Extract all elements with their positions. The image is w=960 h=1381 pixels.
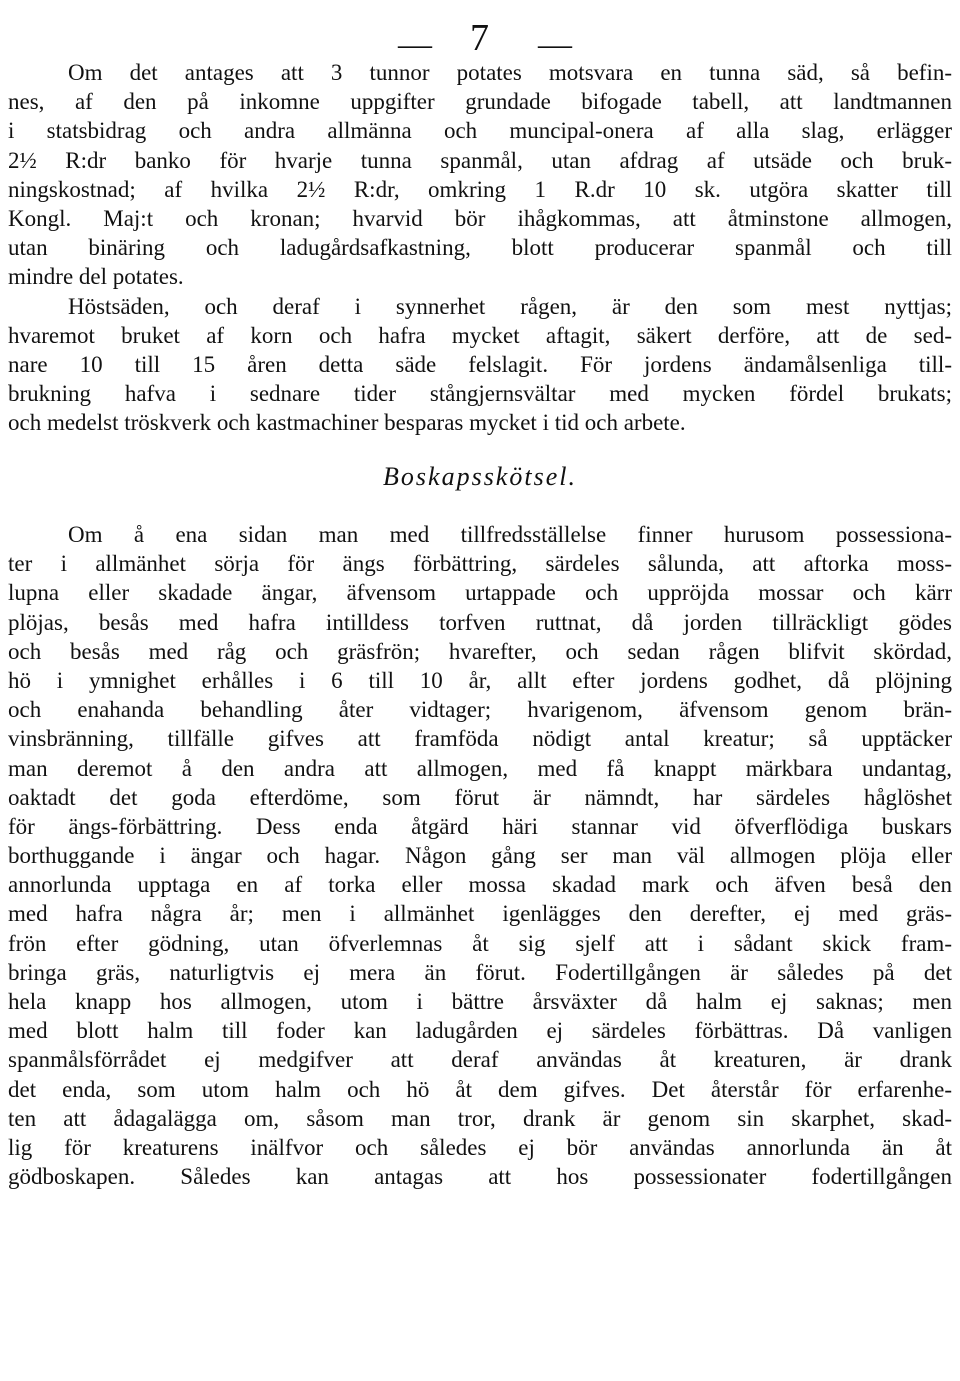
text-line: hö i ymnighet erhålles i 6 till 10 år, allt efter jordens godhet, då plöjning bbox=[8, 667, 952, 693]
text-line: man deremot å den andra att allmogen, med få knappt märkbara undantag, bbox=[8, 755, 952, 781]
text-line: 2½ R:dr banko för hvarje tunna spanmål, utan afdrag af utsäde och bruk- bbox=[8, 147, 952, 173]
text-line: och medelst tröskverk och kastmachiner besparas mycket i tid och arbete. bbox=[8, 410, 686, 436]
section-heading: Boskapsskötsel. bbox=[383, 462, 577, 491]
text-line: det enda, som utom halm och hö åt dem gifves. Det återstår för erfarenhe- bbox=[8, 1076, 952, 1102]
text-line: hela knapp hos allmogen, utom i bättre årsväxter då halm ej saknas; men bbox=[8, 989, 952, 1014]
text-line: och enahanda behandling åter vidtager; hvarigenom, äfvensom genom brän- bbox=[8, 697, 952, 723]
text-line: oaktadt det goda efterdöme, som förut är nämndt, har särdeles håglöshet bbox=[8, 784, 952, 810]
text-line: bringa gräs, naturligtvis ej mera än förut. Fodertillgången är således på det bbox=[8, 959, 952, 985]
text-line: lig för kreaturens inälfvor och således ej bör användas annorlunda än åt bbox=[8, 1134, 952, 1160]
text-line: och besås med råg och gräsfrön; hvarefter, och sedan rågen blifvit skördad, bbox=[8, 638, 952, 664]
text-line: vinsbränning, tillfälle gifves att framföda nödigt antal kreatur; så upptäcker bbox=[8, 726, 952, 752]
text-line: Om det antages att 3 tunnor potates motsvara en tunna säd, så befin- bbox=[68, 60, 952, 85]
text-line: med hafra några år; men i allmänhet igenlägges den derefter, ej med gräs- bbox=[8, 901, 952, 927]
text-line: nare 10 till 15 åren detta säde felslagit. För jordens ändamålsenliga till- bbox=[8, 351, 952, 377]
text-line: borthuggande i ängar och hagar. Någon gång ser man väl allmogen plöja eller bbox=[8, 843, 952, 869]
text-line: ten att ådagalägga om, såsom man tror, drank är genom sin skarphet, skad- bbox=[8, 1105, 952, 1131]
text-line: ningskostnad; af hvilka 2½ R:dr, omkring 1 R.dr 10 sk. utgöra skatter till bbox=[8, 176, 952, 202]
page-number: 7 bbox=[470, 17, 489, 59]
paragraph-livestock bbox=[8, 520, 952, 1191]
text-line: för ängs-förbättring. Dess enda åtgärd häri stannar vid öfverflödiga buskars bbox=[8, 813, 952, 839]
text-line: Kongl. Maj:t och kronan; hvarvid bör ihågkommas, att åtminstone allmogen, bbox=[8, 205, 952, 231]
text-line: annorlunda upptaga en af torka eller mossa skadad mark och äfven beså den bbox=[8, 872, 952, 898]
text-line: spanmålsförrådet ej medgifver att deraf användas åt kreaturen, är drank bbox=[8, 1047, 952, 1073]
paragraph-taxes-and-crops bbox=[8, 58, 952, 437]
page-header bbox=[0, 6, 960, 66]
text-line: i statsbidrag och andra allmänna och muncipal-onera af alla slag, erlägger bbox=[8, 118, 952, 144]
text-line: Höstsäden, och deraf i synnerhet rågen, är den som mest nyttjas; bbox=[68, 293, 952, 319]
text-line: lupna eller skadade ängar, äfvensom urtappade och uppröjda mossar och kärr bbox=[8, 580, 952, 606]
header-dash-left: — bbox=[398, 26, 432, 63]
text-line: ter i allmänhet sörja för ängs förbättring, särdeles sålunda, att aftorka moss- bbox=[8, 551, 952, 577]
text-line: med blott halm till foder kan ladugården ej särdeles förbättras. Då vanligen bbox=[8, 1018, 952, 1044]
text-line: frön efter gödning, utan öfverlemnas åt sig sjelf att i sådant skick fram- bbox=[8, 930, 952, 956]
text-line: mindre del potates. bbox=[8, 264, 184, 290]
text-line: brukning hafva i sednare tider stångjernsvältar med mycken fördel brukats; bbox=[8, 381, 952, 407]
text-line: gödboskapen. Således kan antagas att hos possessionater fodertillgången bbox=[8, 1164, 952, 1190]
text-line: Om å ena sidan man med tillfredsställelse finner hurusom possessiona- bbox=[68, 522, 952, 547]
header-dash-right: — bbox=[538, 26, 572, 63]
text-line: nes, af den på inkomne uppgifter grundade bifogade tabell, att landtmannen bbox=[8, 89, 952, 115]
text-line: plöjas, besås med hafra intilldess torfven ruttnat, då jorden tillräckligt gödes bbox=[8, 609, 952, 635]
text-line: utan binäring och ladugårdsafkastning, blott producerar spanmål och till bbox=[8, 235, 952, 261]
text-line: hvaremot bruket af korn och hafra mycket aftagit, säkert derföre, att de sed- bbox=[8, 322, 952, 348]
